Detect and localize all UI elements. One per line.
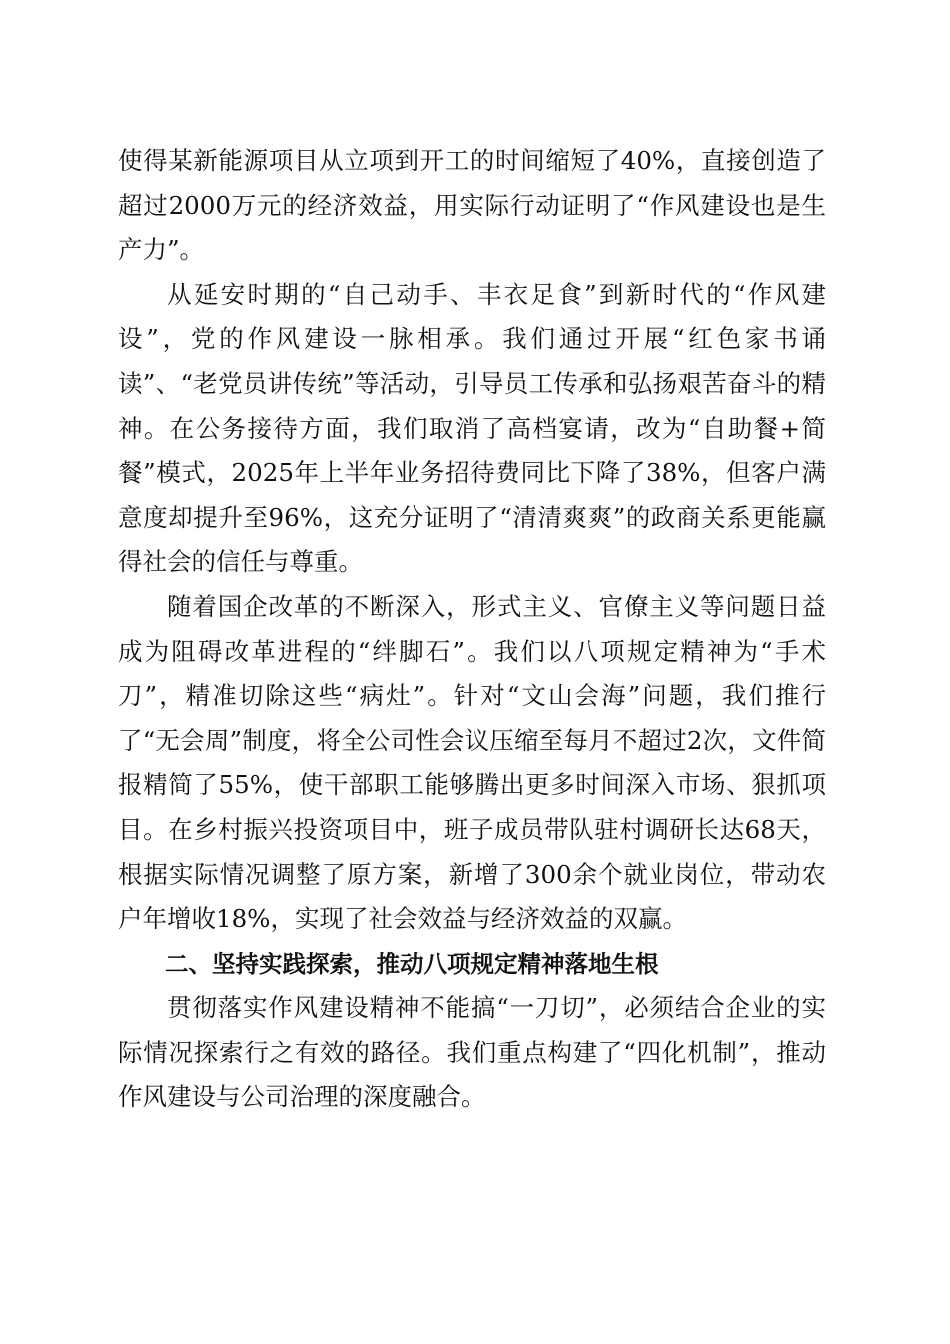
paragraph-style-heritage: 从延安时期的“自己动手、丰衣足食”到新时代的“作风建设”，党的作风建设一脉相承。我们通过开展“红色家书诵读”、“老党员讲传统”等活动，引导员工传承和弘扬艰苦奋斗的精神。在公务接待方面，我们取消了高档宴请，改为“自助餐+简餐”模式，2025年上半年业务招待费同比下降了38%，但客户满意度却提升至96%，这充分证明了“清清爽爽”的政商关系更能赢得社会的信任与尊重。 (118, 279, 826, 577)
paragraph-continuation: 使得某新能源项目从立项到开工的时间缩短了40%，直接创造了超过2000万元的经济效益，用实际行动证明了“作风建设也是生产力”。 (118, 146, 826, 265)
document-body (118, 139, 826, 1120)
paragraph-reform: 随着国企改革的不断深入，形式主义、官僚主义等问题日益成为阻碍改革进程的“绊脚石”。我们以八项规定精神为“手术刀”，精准切除这些“病灶”。针对“文山会海”问题，我们推行了“无会周”制度，将全公司性会议压缩至每月不超过2次，文件简报精简了55%，使干部职工能够腾出更多时间深入市场、狠抓项目。在乡村振兴投资项目中，班子成员带队驻村调研长达68天，根据实际情况调整了原方案，新增了300余个就业岗位，带动农户年增收18%，实现了社会效益与经济效益的双赢。 (118, 591, 826, 934)
section-heading: 二、坚持实践探索，推动八项规定精神落地生根 (165, 949, 659, 978)
paragraph-practice-intro: 贯彻落实作风建设精神不能搞“一刀切”，必须结合企业的实际情况探索行之有效的路径。我们重点构建了“四化机制”，推动作风建设与公司治理的深度融合。 (118, 993, 826, 1112)
